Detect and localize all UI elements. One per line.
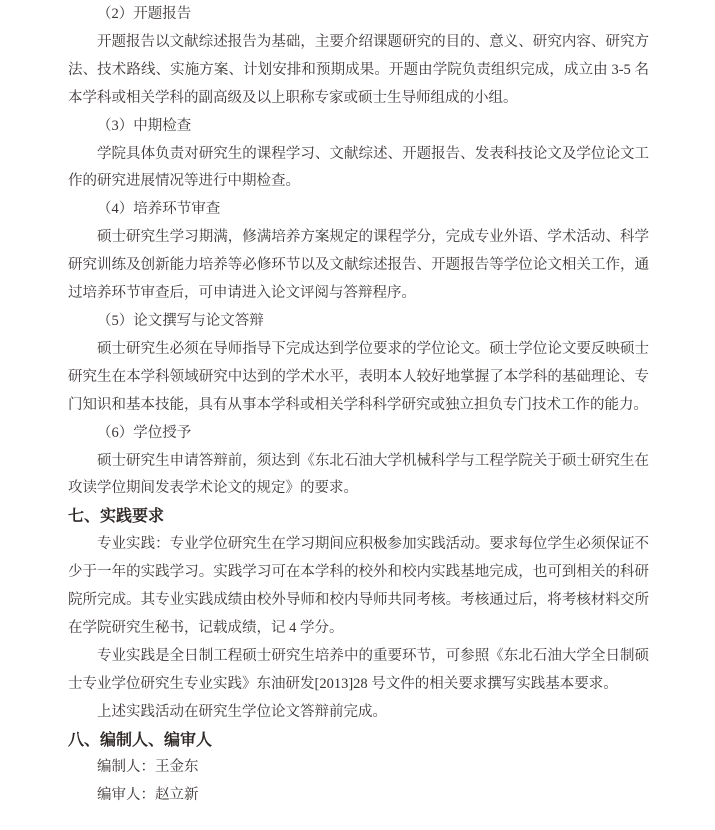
body-paragraph: 硕士研究生学习期满，修满培养方案规定的课程学分，完成专业外语、学术活动、科学研究训练及创新能力培养等必修环节以及文献综述报告、开题报告等学位论文相关工作，通过培养环节审查后，可申请进入论文评阅与答辩程序。 [68,229,649,302]
body-paragraph: 专业实践是全日制工程硕士研究生培养中的重要环节，可参照《东北石油大学全日制硕士专业学位研究生专业实践》东油研发[2013]28 号文件的相关要求撰写实践基本要求。 [68,647,649,692]
body-paragraph: 学院具体负责对研究生的课程学习、文献综述、开题报告、发表科技论文及学位论文工作的研究进展情况等进行中期检查。 [68,145,649,190]
section-heading: 八、编制人、编审人 [68,731,213,749]
body-paragraph: 硕士研究生必须在导师指导下完成达到学位要求的学位论文。硕士学位论文要反映硕士研究生在本学科领域研究中达到的学术水平，表明本人较好地掌握了本学科的基础理论、专门知识和基本技能，具有从事本学科或相关学科科学研究或独立担负专门技术工作的能力。 [68,340,649,413]
sub-item-heading: （3）中期检查 [97,117,192,134]
section-heading: 七、实践要求 [68,508,165,526]
signature-line: 编审人：赵立新 [97,787,199,804]
body-paragraph: 上述实践活动在研究生学位论文答辩前完成。 [97,703,387,720]
sub-item-heading: （2）开题报告 [97,6,192,22]
sub-item-heading: （4）培养环节审查 [97,201,221,218]
sub-item-heading: （5）论文撰写与论文答辩 [97,312,264,329]
body-paragraph: 专业实践：专业学位研究生在学习期间应积极参加实践活动。要求每位学生必须保证不少于一年的实践学习。实践学习可在本学科的校外和校内实践基地完成，也可到相关的科研院所完成。其专业实践成绩由校外导师和校内导师共同考核。考核通过后，将考核材料交所在学院研究生秘书，记载成绩，记 4 学分。 [68,536,649,636]
signature-line: 编制人：王金东 [97,759,199,776]
sub-item-heading: （6）学位授予 [97,424,192,441]
body-paragraph: 硕士研究生申请答辩前，须达到《东北石油大学机械科学与工程学院关于硕士研究生在攻读学位期间发表学术论文的规定》的要求。 [68,452,649,497]
body-paragraph: 开题报告以文献综述报告为基础，主要介绍课题研究的目的、意义、研究内容、研究方法、技术路线、实施方案、计划安排和预期成果。开题由学院负责组织完成，成立由 3-5 名本学科或相关学科的副高级及以上职称专家或硕士生导师组成的小组。 [68,33,649,106]
